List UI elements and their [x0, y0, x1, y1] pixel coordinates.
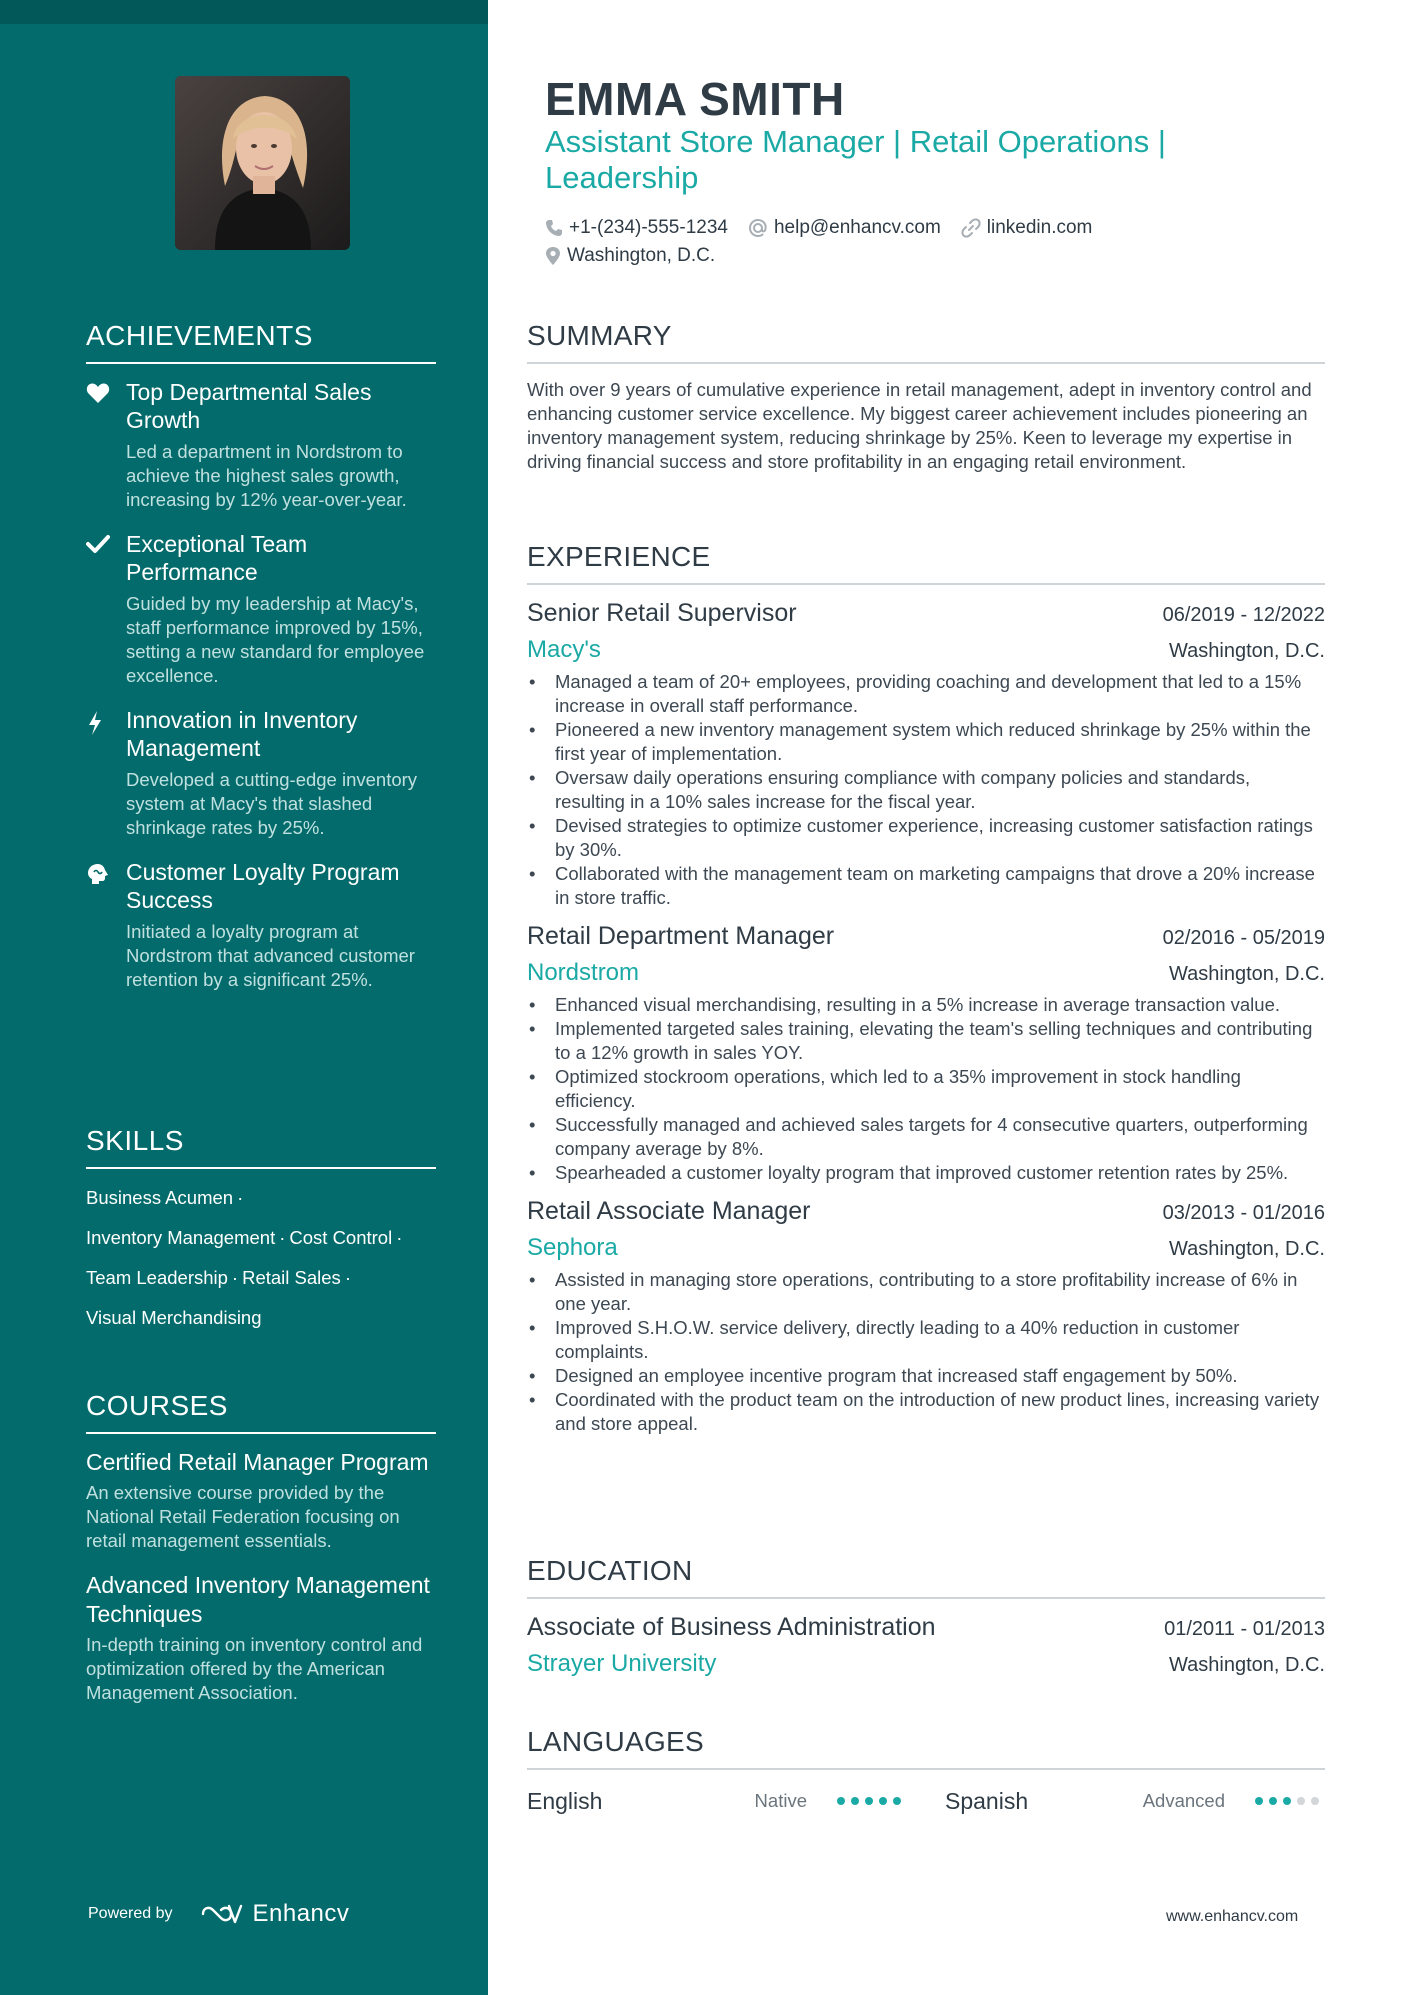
job-entry — [527, 1197, 1325, 1436]
achievements-heading: ACHIEVEMENTS — [86, 320, 436, 364]
candidate-name: EMMA SMITH — [545, 73, 845, 125]
job-bullet: • Pioneered a new inventory management system which reduced shrinkage by 25% within the first year of implementation. — [527, 718, 1325, 766]
job-entry — [527, 922, 1325, 1185]
job-location: Washington, D.C. — [1169, 1238, 1325, 1260]
course-description: An extensive course provided by the National Retail Federation focusing on retail management essentials. — [86, 1482, 400, 1551]
rating-dot — [851, 1797, 859, 1805]
job-location: Washington, D.C. — [1169, 963, 1325, 985]
powered-by-label: Powered by — [88, 1905, 173, 1922]
job-bullets — [527, 993, 1325, 1185]
language-item — [945, 1788, 1325, 1815]
language-level: Native — [754, 1790, 807, 1811]
experience-heading: EXPERIENCE — [527, 541, 1325, 585]
phone-icon — [545, 219, 563, 237]
rating-dot — [879, 1797, 887, 1805]
brain-icon — [86, 858, 126, 992]
achievement-item — [86, 858, 436, 992]
phone-contact[interactable] — [545, 217, 728, 239]
rating-dot — [1297, 1797, 1305, 1805]
language-name: Spanish — [945, 1787, 1029, 1814]
skill-tag: Inventory Management — [86, 1227, 276, 1248]
achievement-description: Led a department in Nordstrom to achieve the highest sales growth, increasing by 12% year-over-year. — [126, 441, 407, 510]
job-bullet: • Spearheaded a customer loyalty program that improved customer retention rates by 25%. — [527, 1161, 1325, 1185]
powered-by — [88, 1900, 349, 1928]
skill-tag: Cost Control — [289, 1227, 393, 1248]
languages-heading: LANGUAGES — [527, 1726, 1325, 1770]
skill-tag: Business Acumen — [86, 1187, 234, 1208]
sidebar — [0, 0, 488, 1995]
enhancv-logo[interactable] — [199, 1900, 350, 1928]
education-section — [527, 1555, 1325, 1678]
job-bullets — [527, 670, 1325, 910]
location-contact — [545, 245, 715, 267]
achievement-description: Initiated a loyalty program at Nordstrom that advanced customer retention by a significant 25%. — [126, 921, 415, 990]
language-rating — [837, 1797, 907, 1805]
email-contact[interactable] — [748, 217, 941, 239]
education-dates: 01/2011 - 01/2013 — [1164, 1618, 1325, 1640]
job-bullet: • Successfully managed and achieved sales targets for 4 consecutive quarters, outperforming company average by 8%. — [527, 1113, 1325, 1161]
link-icon — [961, 218, 981, 238]
course-description: In-depth training on inventory control and optimization offered by the American Management Association. — [86, 1634, 423, 1703]
course-item — [86, 1571, 436, 1705]
job-bullet: • Managed a team of 20+ employees, providing coaching and development that led to a 15% increase in overall staff performance. — [527, 670, 1325, 718]
job-title: Retail Associate Manager — [527, 1197, 811, 1225]
skills-heading: SKILLS — [86, 1125, 436, 1169]
linkedin-contact[interactable] — [961, 217, 1093, 239]
skill-tag: Retail Sales — [242, 1267, 341, 1288]
summary-text: With over 9 years of cumulative experience in retail management, adept in inventory control and enhancing customer service excellence. My biggest career achievement includes pioneering an inventory management system, reducing shrinkage by 25%. Keen to leverage my expertise in driving financial success and store profitability in an engaging retail environment. — [527, 379, 1312, 472]
job-bullet: • Assisted in managing store operations, contributing to a store profitability increase of 6% in one year. — [527, 1268, 1325, 1316]
achievement-item — [86, 378, 436, 512]
job-bullet: • Enhanced visual merchandising, resulting in a 5% increase in average transaction value. — [527, 993, 1325, 1017]
achievement-item — [86, 530, 436, 688]
email-text: help@enhancv.com — [773, 217, 941, 238]
courses-section — [86, 1390, 436, 1723]
rating-dot — [893, 1797, 901, 1805]
summary-section — [527, 320, 1325, 474]
job-bullet: • Designed an employee incentive program that increased staff engagement by 50%. — [527, 1364, 1325, 1388]
course-title: Advanced Inventory Management Techniques — [86, 1572, 430, 1627]
achievement-title: Top Departmental Sales Growth — [126, 379, 372, 433]
location-text: Washington, D.C. — [567, 245, 716, 266]
phone-text: +1-(234)-555-1234 — [569, 217, 728, 238]
courses-heading: COURSES — [86, 1390, 436, 1434]
job-bullet: • Improved S.H.O.W. service delivery, directly leading to a 40% reduction in customer complaints. — [527, 1316, 1325, 1364]
course-item — [86, 1448, 436, 1553]
degree-title: Associate of Business Administration — [527, 1613, 936, 1641]
language-level: Advanced — [1142, 1790, 1225, 1811]
rating-dot — [1311, 1797, 1319, 1805]
school-name: Strayer University — [527, 1650, 717, 1677]
candidate-headline: Assistant Store Manager | Retail Operations | Leadership — [545, 124, 1166, 195]
job-title: Retail Department Manager — [527, 922, 835, 950]
skills-section — [86, 1125, 436, 1343]
job-bullet: • Optimized stockroom operations, which led to a 35% improvement in stock handling efficiency. — [527, 1065, 1325, 1113]
location-pin-icon — [545, 246, 561, 266]
achievement-title: Innovation in Inventory Management — [126, 707, 358, 761]
job-bullet: • Coordinated with the product team on the introduction of new product lines, increasing variety and store appeal. — [527, 1388, 1325, 1436]
job-location: Washington, D.C. — [1169, 640, 1325, 662]
achievement-item — [86, 706, 436, 840]
job-bullet: • Oversaw daily operations ensuring compliance with company policies and standards, resulting in a 10% sales increase for the fiscal year. — [527, 766, 1325, 814]
at-icon — [748, 218, 768, 238]
check-icon — [86, 530, 126, 688]
heart-icon — [86, 378, 126, 512]
achievements-section — [86, 320, 436, 1010]
job-entry — [527, 599, 1325, 910]
skill-tag: Visual Merchandising — [86, 1307, 262, 1328]
job-bullet: • Collaborated with the management team on marketing campaigns that drove a 20% increase in store traffic. — [527, 862, 1325, 910]
contact-info — [545, 214, 1305, 270]
linkedin-text: linkedin.com — [986, 217, 1093, 238]
achievement-title: Customer Loyalty Program Success — [126, 859, 400, 913]
skill-tag: Team Leadership — [86, 1267, 228, 1288]
job-bullets — [527, 1268, 1325, 1436]
job-title: Senior Retail Supervisor — [527, 599, 797, 627]
profile-photo — [175, 76, 350, 250]
languages-section — [527, 1726, 1325, 1818]
bolt-icon — [86, 706, 126, 840]
education-location: Washington, D.C. — [1169, 1654, 1325, 1676]
language-item — [527, 1788, 907, 1815]
course-title: Certified Retail Manager Program — [86, 1449, 429, 1475]
footer-url[interactable]: www.enhancv.com — [1166, 1908, 1299, 1925]
skills-list: Business Acumen · Inventory Management · Cost Control · Team Leadership · Retail Sales · Visual Merchandising — [86, 1187, 403, 1328]
job-company: Sephora — [527, 1234, 618, 1261]
job-dates: 06/2019 - 12/2022 — [1162, 604, 1325, 626]
job-bullet: • Implemented targeted sales training, elevating the team's selling techniques and contributing to a 12% growth in sales YOY. — [527, 1017, 1325, 1065]
rating-dot — [837, 1797, 845, 1805]
language-rating — [1255, 1797, 1325, 1805]
enhancv-logo-icon — [199, 1902, 245, 1926]
rating-dot — [1269, 1797, 1277, 1805]
achievement-title: Exceptional Team Performance — [126, 531, 308, 585]
job-dates: 02/2016 - 05/2019 — [1162, 927, 1325, 949]
achievement-description: Developed a cutting-edge inventory system at Macy's that slashed shrinkage rates by 25%. — [126, 769, 418, 838]
rating-dot — [865, 1797, 873, 1805]
achievement-description: Guided by my leadership at Macy's, staff performance improved by 15%, setting a new standard for employee excellence. — [126, 593, 425, 686]
brand-name: Enhancv — [252, 1900, 350, 1927]
language-name: English — [527, 1787, 603, 1814]
job-company: Macy's — [527, 636, 601, 663]
job-bullet: • Devised strategies to optimize customer experience, increasing customer satisfaction ratings by 30%. — [527, 814, 1325, 862]
sidebar-top-bar — [0, 0, 488, 24]
rating-dot — [1283, 1797, 1291, 1805]
experience-section — [527, 541, 1325, 1448]
education-heading: EDUCATION — [527, 1555, 1325, 1599]
job-company: Nordstrom — [527, 959, 640, 986]
job-dates: 03/2013 - 01/2016 — [1162, 1202, 1325, 1224]
rating-dot — [1255, 1797, 1263, 1805]
summary-heading: SUMMARY — [527, 320, 1325, 364]
